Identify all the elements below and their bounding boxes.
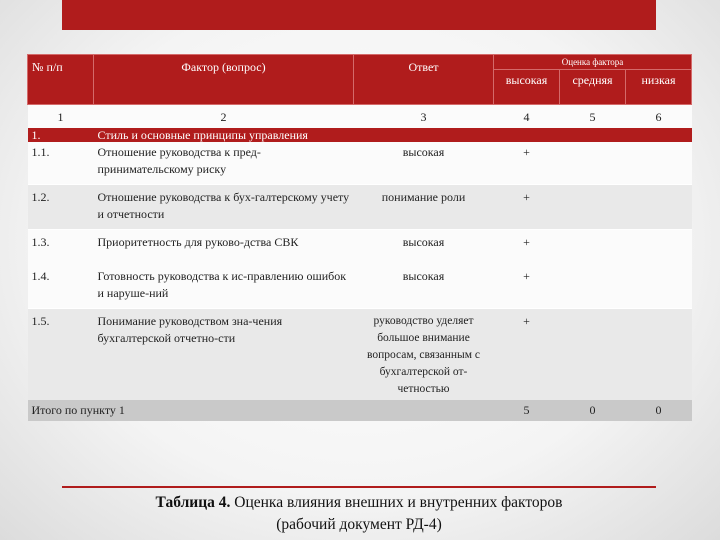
total-row — [28, 400, 692, 421]
row-high: + — [494, 266, 560, 309]
row-factor: Приоритетность для руково-дства СВК — [94, 230, 354, 267]
row-medium — [560, 266, 626, 309]
col-number-3: 3 — [354, 105, 494, 129]
row-low — [626, 185, 692, 230]
top-accent-bar — [62, 0, 656, 30]
row-medium — [560, 185, 626, 230]
row-factor: Отношение руководства к пред-принимательскому риску — [94, 142, 354, 185]
row-medium — [560, 230, 626, 267]
section-title: Стиль и основные принципы управления — [94, 128, 692, 142]
table-row — [28, 185, 692, 230]
numbering-row — [28, 105, 692, 129]
row-num: 1.1. — [28, 142, 94, 185]
col-number-2: 2 — [94, 105, 354, 129]
row-high: + — [494, 185, 560, 230]
factor-assessment-table — [27, 54, 692, 421]
col-number-1: 1 — [28, 105, 94, 129]
table-row — [28, 142, 692, 185]
row-factor: Понимание руководством зна-чения бухгалтерской отчетно-сти — [94, 309, 354, 401]
row-low — [626, 142, 692, 185]
total-label: Итого по пункту 1 — [28, 400, 494, 421]
table-caption — [62, 492, 656, 536]
row-high: + — [494, 309, 560, 401]
header-answer: Ответ — [354, 55, 494, 105]
total-medium: 0 — [560, 400, 626, 421]
total-high: 5 — [494, 400, 560, 421]
row-low — [626, 309, 692, 401]
table-header-row — [28, 55, 692, 70]
header-medium: средняя — [560, 70, 626, 105]
col-number-5: 5 — [560, 105, 626, 129]
table-row — [28, 309, 692, 401]
row-num: 1.2. — [28, 185, 94, 230]
col-number-4: 4 — [494, 105, 560, 129]
row-answer: руководство уделяет большое внимание вопросам, связанным с бухгалтерской от-четностью — [354, 309, 494, 401]
col-number-6: 6 — [626, 105, 692, 129]
row-num: 1.5. — [28, 309, 94, 401]
row-answer: высокая — [354, 142, 494, 185]
table-row — [28, 230, 692, 267]
header-high: высокая — [494, 70, 560, 105]
section-row — [28, 128, 692, 142]
row-num: 1.3. — [28, 230, 94, 267]
row-answer: понимание роли — [354, 185, 494, 230]
row-low — [626, 230, 692, 267]
header-rating: Оценка фактора — [494, 55, 692, 70]
header-num: № п/п — [28, 55, 94, 105]
section-num: 1. — [28, 128, 94, 142]
row-answer: высокая — [354, 266, 494, 309]
caption-title: Оценка влияния внешних и внутренних факторов — [230, 494, 563, 511]
table-row — [28, 266, 692, 309]
row-low — [626, 266, 692, 309]
row-medium — [560, 309, 626, 401]
row-high: + — [494, 230, 560, 267]
row-factor: Отношение руководства к бух-галтерскому учету и отчетности — [94, 185, 354, 230]
total-low: 0 — [626, 400, 692, 421]
caption-line-2: (рабочий документ РД-4) — [276, 516, 442, 533]
row-factor: Готовность руководства к ис-правлению ошибок и наруше-ний — [94, 266, 354, 309]
row-medium — [560, 142, 626, 185]
row-answer: высокая — [354, 230, 494, 267]
header-low: низкая — [626, 70, 692, 105]
row-high: + — [494, 142, 560, 185]
header-factor: Фактор (вопрос) — [94, 55, 354, 105]
caption-label: Таблица 4. — [155, 494, 231, 511]
row-num: 1.4. — [28, 266, 94, 309]
caption-line-1 — [62, 492, 656, 514]
bottom-accent-line — [62, 486, 656, 488]
